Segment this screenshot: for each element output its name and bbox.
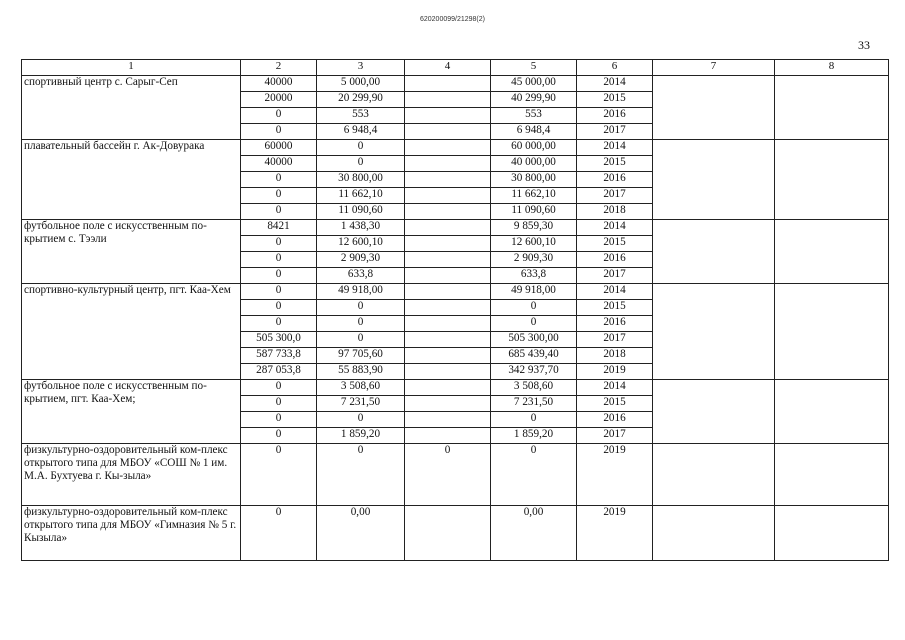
value-cell-c5: 0 bbox=[491, 412, 577, 428]
value-cell-c6: 2016 bbox=[577, 172, 653, 188]
table-row bbox=[22, 140, 889, 156]
value-cell-c6: 2014 bbox=[577, 140, 653, 156]
value-cell-c4 bbox=[405, 108, 491, 124]
value-cell-c2: 40000 bbox=[241, 156, 317, 172]
value-cell-c6: 2015 bbox=[577, 156, 653, 172]
empty-cell-col8 bbox=[775, 506, 889, 561]
value-cell-c2: 287 053,8 bbox=[241, 364, 317, 380]
value-cell-c5: 60 000,00 bbox=[491, 140, 577, 156]
value-cell-c3: 0 bbox=[317, 316, 405, 332]
object-name-cell: спортивный центр с. Сарыг-Сеп bbox=[22, 76, 241, 140]
value-cell-c6: 2017 bbox=[577, 332, 653, 348]
value-cell-c4 bbox=[405, 506, 491, 561]
empty-cell-col8 bbox=[775, 220, 889, 284]
value-cell-c3: 11 090,60 bbox=[317, 204, 405, 220]
object-name-cell: физкультурно-оздоровительный ком-плекс открытого типа для МБОУ «Гимназия № 5 г. Кызыла» bbox=[22, 506, 241, 561]
table-row bbox=[22, 284, 889, 300]
value-cell-c4: 0 bbox=[405, 444, 491, 506]
empty-cell-col8 bbox=[775, 284, 889, 380]
value-cell-c5: 40 299,90 bbox=[491, 92, 577, 108]
value-cell-c5: 1 859,20 bbox=[491, 428, 577, 444]
value-cell-c2: 0 bbox=[241, 108, 317, 124]
value-cell-c6: 2019 bbox=[577, 506, 653, 561]
value-cell-c2: 40000 bbox=[241, 76, 317, 92]
empty-cell-col7 bbox=[653, 140, 775, 220]
value-cell-c3: 0 bbox=[317, 412, 405, 428]
value-cell-c3: 12 600,10 bbox=[317, 236, 405, 252]
value-cell-c4 bbox=[405, 236, 491, 252]
value-cell-c2: 0 bbox=[241, 284, 317, 300]
value-cell-c3: 1 438,30 bbox=[317, 220, 405, 236]
value-cell-c2: 0 bbox=[241, 428, 317, 444]
value-cell-c6: 2015 bbox=[577, 300, 653, 316]
value-cell-c2: 20000 bbox=[241, 92, 317, 108]
empty-cell-col8 bbox=[775, 76, 889, 140]
value-cell-c4 bbox=[405, 284, 491, 300]
value-cell-c5: 7 231,50 bbox=[491, 396, 577, 412]
value-cell-c6: 2019 bbox=[577, 364, 653, 380]
value-cell-c6: 2016 bbox=[577, 252, 653, 268]
empty-cell-col7 bbox=[653, 506, 775, 561]
object-name-cell: физкультурно-оздоровительный ком-плекс открытого типа для МБОУ «СОШ № 1 им. М.А. Бухтуева г. Кы-зыла» bbox=[22, 444, 241, 506]
value-cell-c5: 0 bbox=[491, 316, 577, 332]
column-header: 7 bbox=[653, 60, 775, 76]
value-cell-c6: 2016 bbox=[577, 412, 653, 428]
financing-table bbox=[21, 59, 889, 561]
value-cell-c2: 0 bbox=[241, 506, 317, 561]
value-cell-c3: 3 508,60 bbox=[317, 380, 405, 396]
column-header: 2 bbox=[241, 60, 317, 76]
value-cell-c5: 11 662,10 bbox=[491, 188, 577, 204]
table-row bbox=[22, 506, 889, 561]
empty-cell-col7 bbox=[653, 76, 775, 140]
value-cell-c6: 2014 bbox=[577, 284, 653, 300]
value-cell-c4 bbox=[405, 364, 491, 380]
value-cell-c6: 2014 bbox=[577, 220, 653, 236]
column-header: 6 bbox=[577, 60, 653, 76]
value-cell-c4 bbox=[405, 348, 491, 364]
value-cell-c5: 0,00 bbox=[491, 506, 577, 561]
value-cell-c2: 0 bbox=[241, 124, 317, 140]
column-header: 4 bbox=[405, 60, 491, 76]
value-cell-c3: 553 bbox=[317, 108, 405, 124]
value-cell-c2: 60000 bbox=[241, 140, 317, 156]
value-cell-c3: 633,8 bbox=[317, 268, 405, 284]
header-row bbox=[22, 60, 889, 76]
value-cell-c5: 49 918,00 bbox=[491, 284, 577, 300]
object-name-cell: спортивно-культурный центр, пгт. Каа-Хем bbox=[22, 284, 241, 380]
value-cell-c4 bbox=[405, 204, 491, 220]
value-cell-c4 bbox=[405, 92, 491, 108]
value-cell-c6: 2015 bbox=[577, 396, 653, 412]
value-cell-c5: 342 937,70 bbox=[491, 364, 577, 380]
value-cell-c5: 505 300,00 bbox=[491, 332, 577, 348]
value-cell-c6: 2017 bbox=[577, 428, 653, 444]
value-cell-c5: 45 000,00 bbox=[491, 76, 577, 92]
value-cell-c3: 0 bbox=[317, 156, 405, 172]
value-cell-c3: 49 918,00 bbox=[317, 284, 405, 300]
value-cell-c4 bbox=[405, 156, 491, 172]
value-cell-c3: 11 662,10 bbox=[317, 188, 405, 204]
value-cell-c3: 0,00 bbox=[317, 506, 405, 561]
value-cell-c3: 0 bbox=[317, 300, 405, 316]
value-cell-c5: 0 bbox=[491, 300, 577, 316]
value-cell-c3: 0 bbox=[317, 332, 405, 348]
value-cell-c4 bbox=[405, 412, 491, 428]
value-cell-c2: 0 bbox=[241, 204, 317, 220]
empty-cell-col8 bbox=[775, 444, 889, 506]
empty-cell-col7 bbox=[653, 444, 775, 506]
value-cell-c6: 2016 bbox=[577, 108, 653, 124]
value-cell-c6: 2017 bbox=[577, 124, 653, 140]
value-cell-c3: 55 883,90 bbox=[317, 364, 405, 380]
object-name-cell: плавательный бассейн г. Ак-Довурака bbox=[22, 140, 241, 220]
value-cell-c4 bbox=[405, 76, 491, 92]
value-cell-c6: 2015 bbox=[577, 92, 653, 108]
value-cell-c5: 30 800,00 bbox=[491, 172, 577, 188]
value-cell-c5: 685 439,40 bbox=[491, 348, 577, 364]
value-cell-c4 bbox=[405, 140, 491, 156]
column-header: 3 bbox=[317, 60, 405, 76]
value-cell-c6: 2017 bbox=[577, 188, 653, 204]
value-cell-c3: 0 bbox=[317, 444, 405, 506]
page-number: 33 bbox=[858, 38, 870, 52]
value-cell-c5: 12 600,10 bbox=[491, 236, 577, 252]
table-row bbox=[22, 444, 889, 506]
value-cell-c4 bbox=[405, 300, 491, 316]
value-cell-c4 bbox=[405, 172, 491, 188]
value-cell-c2: 8421 bbox=[241, 220, 317, 236]
value-cell-c4 bbox=[405, 428, 491, 444]
column-header: 8 bbox=[775, 60, 889, 76]
column-header: 5 bbox=[491, 60, 577, 76]
value-cell-c3: 5 000,00 bbox=[317, 76, 405, 92]
value-cell-c2: 0 bbox=[241, 412, 317, 428]
value-cell-c4 bbox=[405, 220, 491, 236]
object-name-cell: футбольное поле с искусственным по-крытием, пгт. Каа-Хем; bbox=[22, 380, 241, 444]
value-cell-c2: 0 bbox=[241, 316, 317, 332]
value-cell-c2: 505 300,0 bbox=[241, 332, 317, 348]
value-cell-c2: 0 bbox=[241, 252, 317, 268]
value-cell-c5: 6 948,4 bbox=[491, 124, 577, 140]
value-cell-c3: 7 231,50 bbox=[317, 396, 405, 412]
empty-cell-col8 bbox=[775, 380, 889, 444]
value-cell-c5: 11 090,60 bbox=[491, 204, 577, 220]
value-cell-c6: 2014 bbox=[577, 76, 653, 92]
empty-cell-col8 bbox=[775, 140, 889, 220]
value-cell-c5: 553 bbox=[491, 108, 577, 124]
value-cell-c3: 30 800,00 bbox=[317, 172, 405, 188]
object-name-cell: футбольное поле с искусственным по-крытием с. Тээли bbox=[22, 220, 241, 284]
value-cell-c3: 1 859,20 bbox=[317, 428, 405, 444]
value-cell-c6: 2014 bbox=[577, 380, 653, 396]
table-row bbox=[22, 76, 889, 92]
value-cell-c2: 0 bbox=[241, 172, 317, 188]
empty-cell-col7 bbox=[653, 284, 775, 380]
value-cell-c5: 0 bbox=[491, 444, 577, 506]
value-cell-c3: 6 948,4 bbox=[317, 124, 405, 140]
value-cell-c6: 2018 bbox=[577, 348, 653, 364]
value-cell-c2: 587 733,8 bbox=[241, 348, 317, 364]
value-cell-c2: 0 bbox=[241, 268, 317, 284]
value-cell-c2: 0 bbox=[241, 380, 317, 396]
value-cell-c5: 2 909,30 bbox=[491, 252, 577, 268]
value-cell-c2: 0 bbox=[241, 300, 317, 316]
value-cell-c4 bbox=[405, 268, 491, 284]
empty-cell-col7 bbox=[653, 380, 775, 444]
value-cell-c6: 2019 bbox=[577, 444, 653, 506]
value-cell-c6: 2016 bbox=[577, 316, 653, 332]
value-cell-c4 bbox=[405, 188, 491, 204]
value-cell-c5: 40 000,00 bbox=[491, 156, 577, 172]
empty-cell-col7 bbox=[653, 220, 775, 284]
value-cell-c5: 633,8 bbox=[491, 268, 577, 284]
value-cell-c2: 0 bbox=[241, 236, 317, 252]
table-row bbox=[22, 380, 889, 396]
value-cell-c6: 2018 bbox=[577, 204, 653, 220]
column-header: 1 bbox=[22, 60, 241, 76]
value-cell-c3: 0 bbox=[317, 140, 405, 156]
value-cell-c3: 20 299,90 bbox=[317, 92, 405, 108]
value-cell-c5: 3 508,60 bbox=[491, 380, 577, 396]
document-code: 620200099/21298(2) bbox=[419, 16, 485, 23]
value-cell-c3: 97 705,60 bbox=[317, 348, 405, 364]
table-row bbox=[22, 220, 889, 236]
value-cell-c6: 2017 bbox=[577, 268, 653, 284]
value-cell-c2: 0 bbox=[241, 396, 317, 412]
value-cell-c4 bbox=[405, 396, 491, 412]
value-cell-c5: 9 859,30 bbox=[491, 220, 577, 236]
value-cell-c6: 2015 bbox=[577, 236, 653, 252]
value-cell-c2: 0 bbox=[241, 444, 317, 506]
value-cell-c4 bbox=[405, 124, 491, 140]
value-cell-c2: 0 bbox=[241, 188, 317, 204]
value-cell-c3: 2 909,30 bbox=[317, 252, 405, 268]
value-cell-c4 bbox=[405, 252, 491, 268]
value-cell-c4 bbox=[405, 380, 491, 396]
value-cell-c4 bbox=[405, 316, 491, 332]
value-cell-c4 bbox=[405, 332, 491, 348]
